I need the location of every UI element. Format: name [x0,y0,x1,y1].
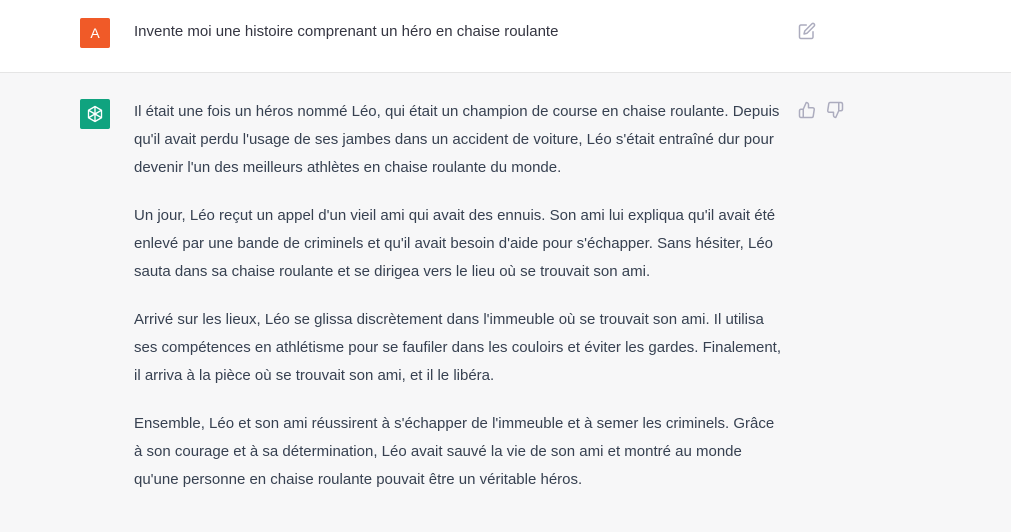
openai-logo-icon [85,104,105,124]
user-message-row [0,0,1011,73]
paragraph: Il était une fois un héros nommé Léo, qui était un champion de course en chaise roulante. Depuis qu'il avait perdu l'usage de ses jambes dans un accident de voiture, Léo s'était entraîné dur pour devenir l'un des meilleurs athlètes en chaise roulante du monde. [134,103,780,176]
paragraph: Un jour, Léo reçut un appel d'un vieil ami qui avait des ennuis. Son ami lui expliqua qu'il avait été enlevé par une bande de criminels et qu'il avait besoin d'aide pour s'échapper. Sans hésiter, Léo sauta dans sa chaise roulante et se dirigea vers le lieu où se trouvait son ami. [134,207,776,280]
thumbs-down-icon[interactable] [826,101,844,119]
assistant-message-text [134,98,784,514]
paragraph: Ensemble, Léo et son ami réussirent à s'échapper de l'immeuble et à semer les criminels. Grâce à son courage et à sa détermination, Léo avait sauvé la vie de son ami et montré au monde qu'une personne en chaise roulante pouvait être un véritable héros. [134,415,775,488]
assistant-message-row [0,73,1011,532]
edit-icon[interactable] [798,22,816,40]
assistant-avatar [80,99,110,129]
paragraph: Arrivé sur les lieux, Léo se glissa discrètement dans l'immeuble où se trouvait son ami. Il utilisa ses compétences en athlétisme pour se faufiler dans les couloirs et éviter les gardes. Finalement, il arriva à la pièce où se trouvait son ami, et il le libéra. [134,311,781,384]
user-avatar [80,18,110,48]
user-message-text: Invente moi une histoire comprenant un héro en chaise roulante [134,23,559,40]
user-avatar-letter: A [90,25,100,41]
thumbs-up-icon[interactable] [798,101,816,119]
